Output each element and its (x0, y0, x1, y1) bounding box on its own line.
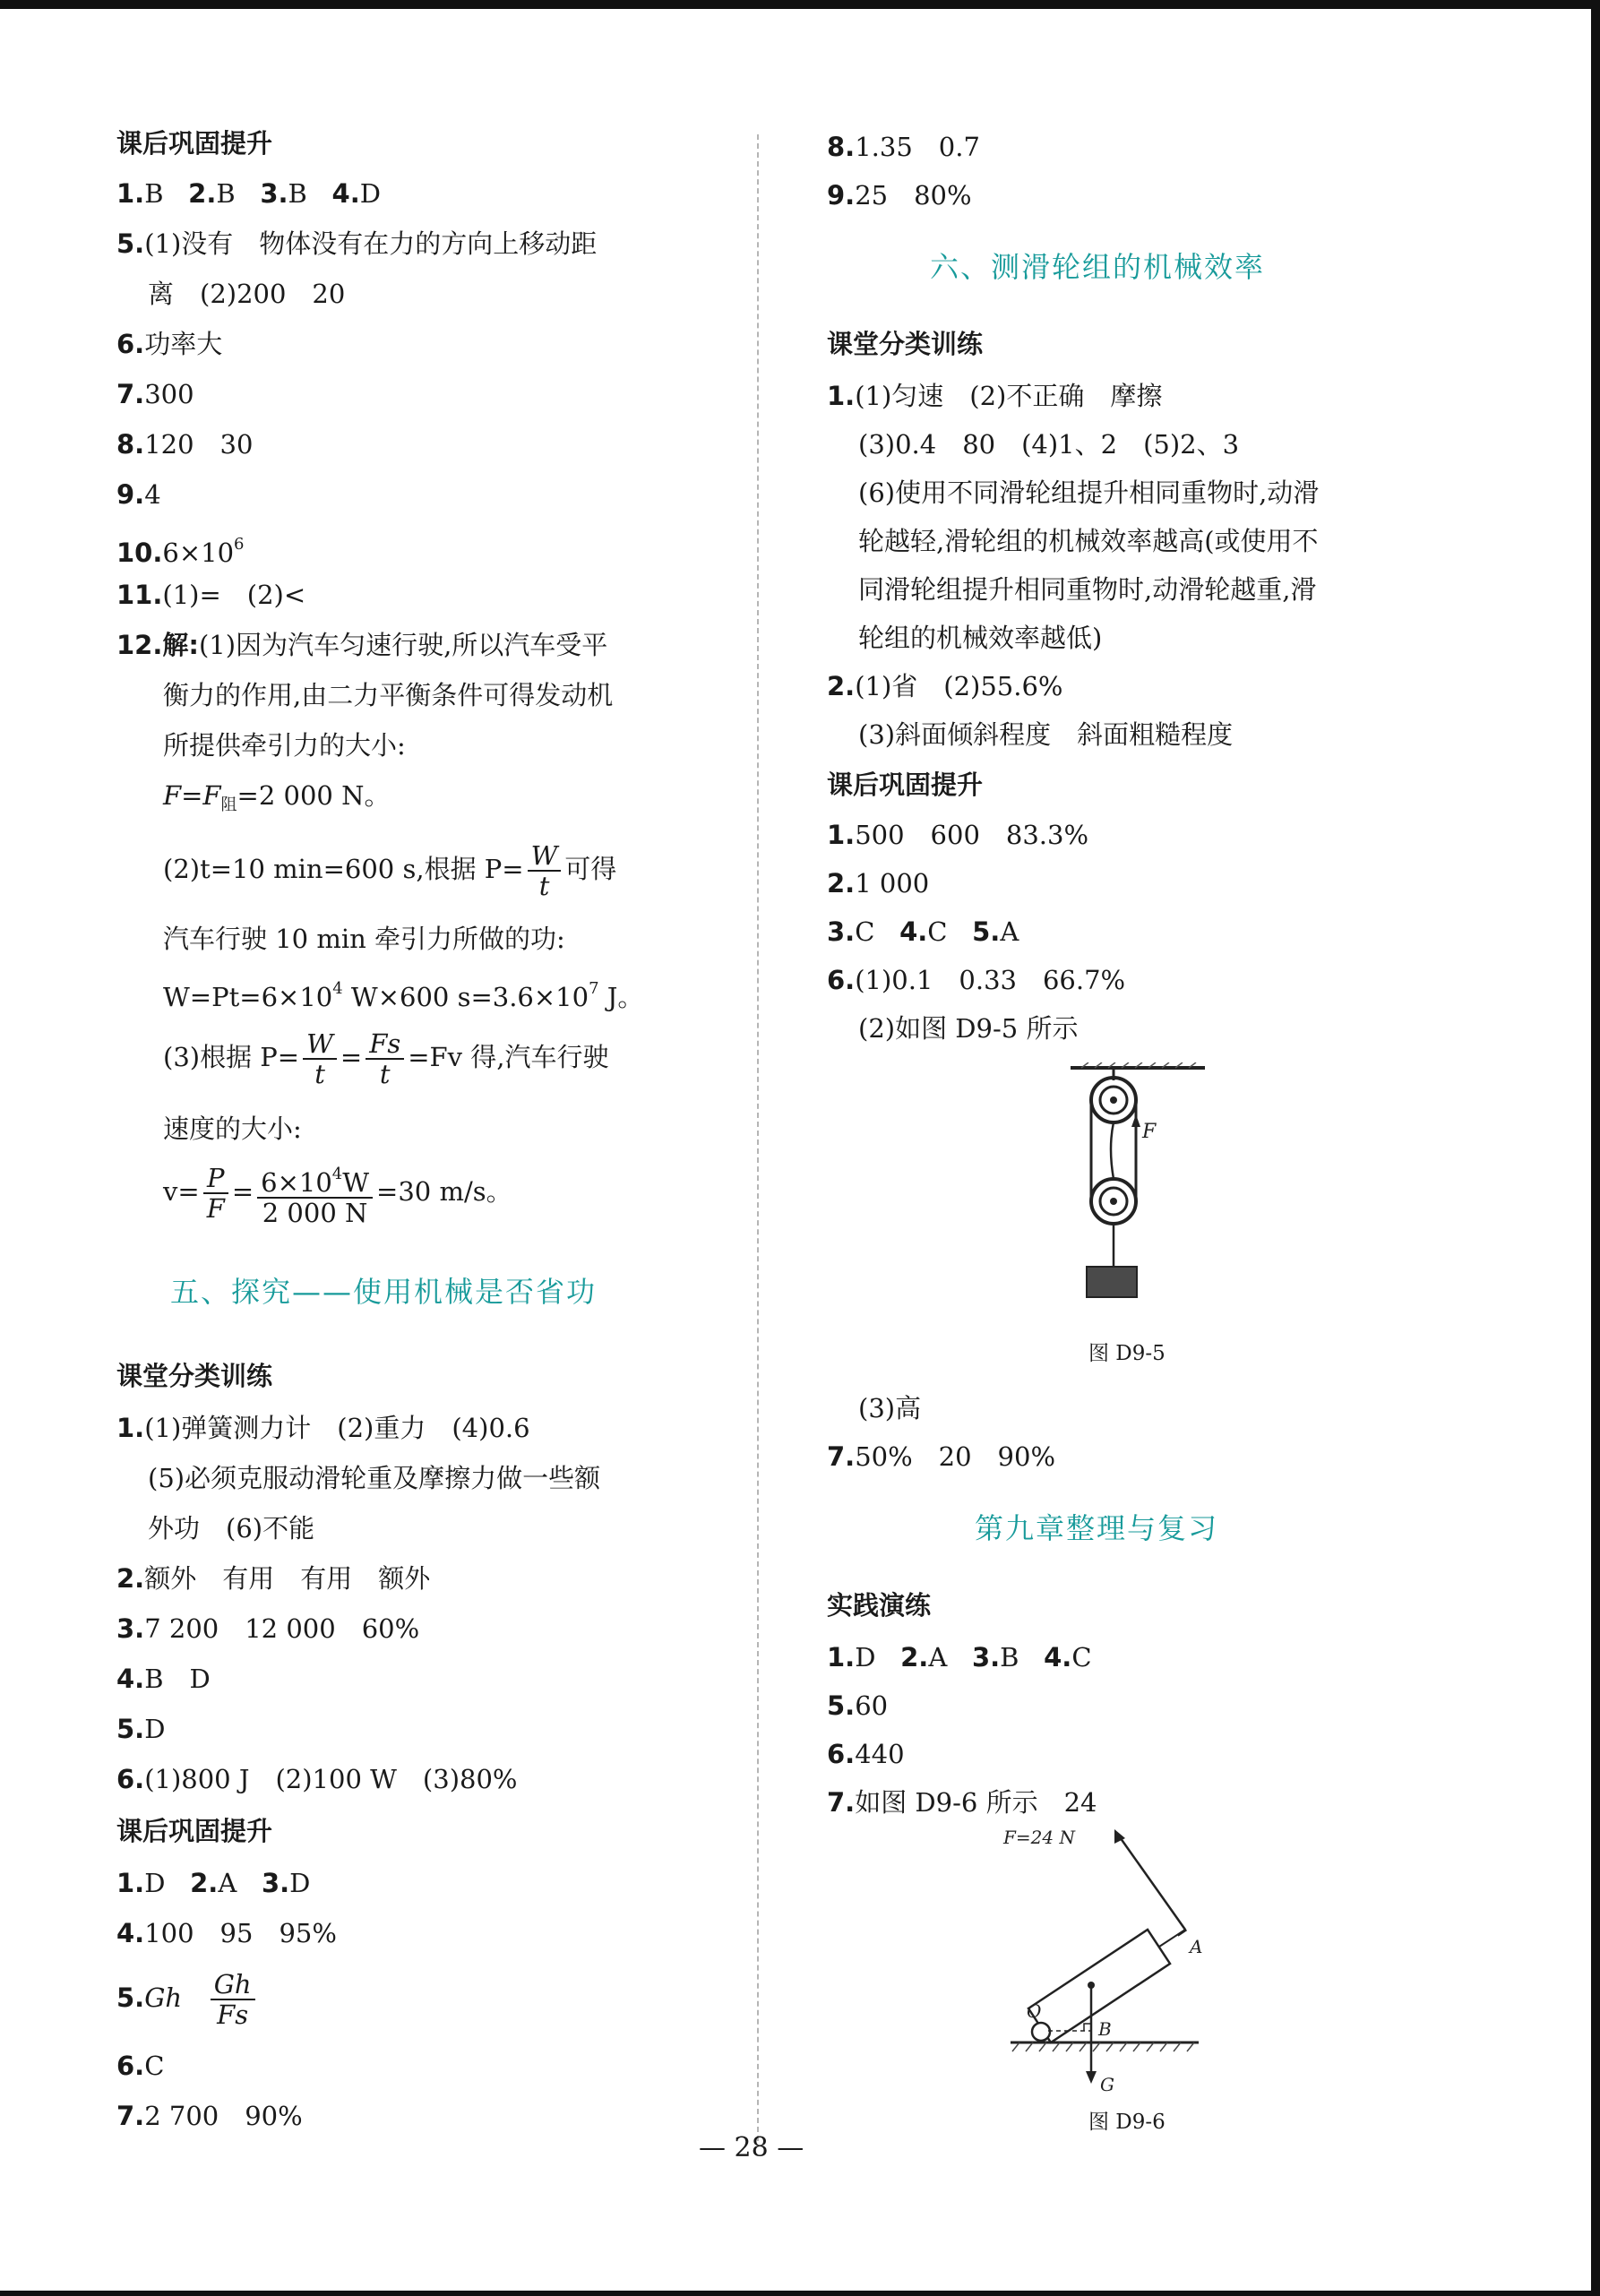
section-heading: 课堂分类训练 (827, 329, 984, 359)
column-divider (757, 134, 759, 2141)
formula-line: $F=F_阻=2$ 000 N。 (163, 780, 391, 814)
fraction: $\frac{W}{t}$ (303, 1029, 337, 1088)
answer-line: 轮越轻,滑轮组的机械效率越高(或使用不 (858, 526, 1319, 556)
answer-line: 同滑轮组提升相同重物时,动滑轮越重,滑 (858, 574, 1317, 605)
answer-line: 7.300 (116, 379, 194, 409)
answer-line: 9.25 80% (827, 180, 972, 211)
answer-line: 汽车行驶 10 min 牵引力所做的功: (163, 924, 565, 954)
figure-caption: 图 D9-5 (1088, 1342, 1166, 1365)
answer-line: (3)斜面倾斜程度 斜面粗糙程度 (858, 719, 1234, 750)
answer-line: (6)使用不同滑轮组提升相同重物时,动滑 (858, 477, 1320, 508)
answer-line: 衡力的作用,由二力平衡条件可得发动机 (163, 680, 614, 710)
answer-line: $10.6\times 10^6$ (116, 535, 245, 568)
answer-line: 1.500 600 83.3% (827, 820, 1089, 850)
section-heading: 课堂分类训练 (116, 1361, 273, 1391)
answer-line: 9.4 (116, 479, 161, 510)
answer-line: 2.(1)省 (2)55.6% (827, 671, 1063, 701)
section-title: 六、测滑轮组的机械效率 (930, 250, 1266, 284)
answer-line: 6.C (116, 2051, 165, 2081)
answer-line: 8.120 30 (116, 429, 254, 460)
answer-line: 4.B D (116, 1664, 211, 1694)
answer-line: 1.(1)匀速 (2)不正确 摩擦 (827, 381, 1163, 411)
force-label-g: G (1100, 2074, 1114, 2095)
answer-line: 外功 (6)不能 (148, 1513, 315, 1544)
answer-line: 5.Gh $\frac{Gh}{Fs}$ (116, 1960, 259, 2035)
section-heading: 实践演练 (827, 1590, 932, 1621)
answer-line: 12.解:(1)因为汽车匀速行驶,所以汽车受平 (116, 630, 608, 660)
formula-line: (2)t=10 min=600 s,根据 P= $\frac{W}{t}$ 可得 (163, 840, 617, 901)
fraction: $\frac{Gh}{Fs}$ (211, 1970, 255, 2029)
answer-line: 所提供牵引力的大小: (163, 730, 406, 761)
fraction: $\frac{6\times 10^4W}{2 000 N}$ (257, 1160, 373, 1227)
scan-border-right (1591, 0, 1600, 2296)
answer-line: 1.D 2.A 3.B 4.C (827, 1642, 1092, 1673)
answer-line: 速度的大小: (163, 1114, 302, 1144)
scan-border-top (0, 0, 1600, 9)
answer-line: 7.如图 D9-6 所示 24 (827, 1787, 1097, 1818)
fraction: $\frac{P}{F}$ (203, 1164, 228, 1223)
answer-line: 7.2 700 90% (116, 2101, 303, 2131)
answer-line: 3.7 200 12 000 60% (116, 1613, 420, 1644)
answer-line: 离 (2)200 20 (148, 279, 346, 309)
force-label: F=24 N (1003, 1829, 1075, 1848)
page-number: — 28 — (699, 2132, 804, 2163)
point-label-b: B (1098, 2018, 1112, 2040)
section-heading: 课后巩固提升 (116, 1816, 273, 1846)
answer-line: 6.功率大 (116, 329, 223, 359)
answer-line: 1.D 2.A 3.D (116, 1868, 311, 1898)
point-label-a: A (1190, 1936, 1203, 1957)
answer-line: 3.C 4.C 5.A (827, 916, 1019, 947)
section-title: 五、探究——使用机械是否省功 (170, 1275, 598, 1309)
point-label-o: O (1027, 2000, 1042, 2022)
section-heading: 课后巩固提升 (116, 128, 273, 159)
fraction: $\frac{W}{t}$ (528, 841, 562, 900)
answer-line: 5.(1)没有 物体没有在力的方向上移动距 (116, 228, 598, 259)
answer-line: 6.440 (827, 1739, 905, 1769)
scan-border-bottom (0, 2291, 1600, 2296)
answer-line: (5)必须克服动滑轮重及摩擦力做一些额 (148, 1463, 601, 1493)
pulley-diagram (1071, 1062, 1205, 1315)
answer-line: (3)高 (858, 1393, 922, 1423)
answer-line: 1.(1)弹簧测力计 (2)重力 (4)0.6 (116, 1413, 530, 1443)
answer-line: (2)如图 D9-5 所示 (858, 1013, 1079, 1044)
section-heading: 课后巩固提升 (827, 770, 984, 800)
answer-line: 7.50% 20 90% (827, 1441, 1056, 1472)
answer-line: 2.1 000 (827, 868, 930, 899)
formula-line: $W=Pt=6\times 10^4$ W×600 $s=3.6\times 10^7$ J。 (163, 979, 644, 1012)
answer-line: 1.B 2.B 3.B 4.D (116, 178, 381, 209)
formula-line: (3)根据 P= $\frac{W}{t}$ = $\frac{Fs}{t}$ =Fv 得,汽车行驶 (163, 1028, 609, 1089)
answer-line: 5.60 (827, 1690, 889, 1721)
section-title: 第九章整理与复习 (975, 1511, 1219, 1545)
figure-caption: 图 D9-6 (1088, 2111, 1166, 2134)
answer-line: 4.100 95 95% (116, 1918, 337, 1948)
formula-line: v= $\frac{P}{F}$ = $\frac{6\times 10^4W}{2 000 N}$ =30 m/s。 (163, 1156, 512, 1227)
lever-diagram (1002, 1829, 1234, 2098)
answer-line: 8.1.35 0.7 (827, 132, 980, 162)
answer-line: 5.D (116, 1714, 166, 1744)
answer-line: 6.(1)800 J (2)100 W (3)80% (116, 1764, 518, 1794)
force-label: F (1142, 1121, 1157, 1143)
answer-line: (3)0.4 80 (4)1、2 (5)2、3 (858, 429, 1240, 460)
answer-line: 6.(1)0.1 0.33 66.7% (827, 965, 1126, 995)
answer-line: 2.额外 有用 有用 额外 (116, 1563, 431, 1594)
answer-line: 轮组的机械效率越低) (858, 623, 1103, 653)
fraction: $\frac{Fs}{t}$ (366, 1029, 404, 1088)
answer-line: 11.(1)= (2)< (116, 580, 306, 610)
